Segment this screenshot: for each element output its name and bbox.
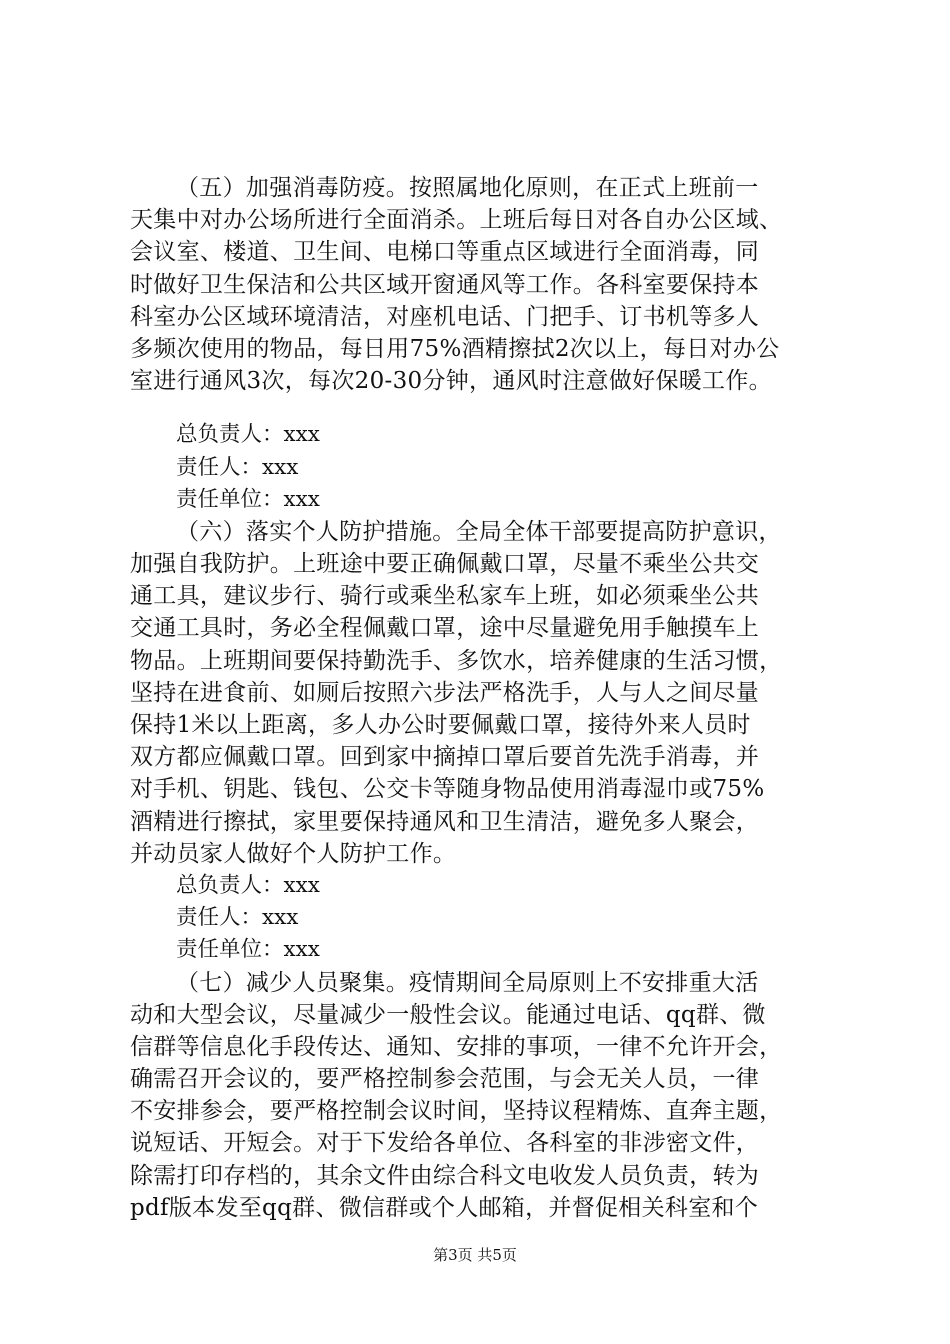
- document-body: [130, 172, 830, 1224]
- text-line: 说短话、开短会。对于下发给各单位、各科室的非涉密文件，: [130, 1130, 760, 1157]
- text-line: 天集中对办公场所进行全面消杀。上班后每日对各自办公区域、: [130, 207, 783, 234]
- text-line: 保持1米以上距离，多人办公时要佩戴口罩，接待外来人员时: [130, 712, 751, 738]
- chief-responsible: 总负责人：xxx: [176, 422, 320, 448]
- chief-responsible: 总负责人：xxx: [176, 872, 320, 898]
- section-6-responsibility: [130, 870, 830, 967]
- text-line: 多频次使用的物品，每日用75%酒精擦拭2次以上，每日对办公: [130, 335, 780, 362]
- paragraph-gap: [130, 397, 830, 419]
- text-line: 室进行通风3次，每次20-30分钟，通风时注意做好保暖工作。: [130, 368, 772, 395]
- text-line: 不安排参会，要严格控制会议时间，坚持议程精炼、直奔主题，: [130, 1098, 783, 1125]
- text-line: 时做好卫生保洁和公共区域开窗通风等工作。各科室要保持本: [130, 271, 760, 298]
- text-line: 会议室、楼道、卫生间、电梯口等重点区域进行全面消毒，同: [130, 239, 760, 266]
- text-line: （七）减少人员聚集。疫情期间全局原则上不安排重大活: [176, 969, 759, 996]
- responsible-unit: 责任单位：xxx: [176, 486, 320, 512]
- text-line: 动和大型会议，尽量减少一般性会议。能通过电话、qq群、微: [130, 1001, 766, 1028]
- section-5-paragraph: [130, 172, 830, 397]
- text-line: 通工具，建议步行、骑行或乘坐私家车上班，如必须乘坐公共: [130, 583, 760, 610]
- text-line: 坚持在进食前、如厕后按照六步法严格洗手，人与人之间尽量: [130, 679, 760, 706]
- text-line: （五）加强消毒防疫。按照属地化原则，在正式上班前一: [176, 175, 759, 201]
- text-line: 交通工具时，务必全程佩戴口罩，途中尽量避免用手触摸车上: [130, 615, 760, 642]
- text-line: 对手机、钥匙、钱包、公交卡等随身物品使用消毒湿巾或75%: [130, 776, 765, 803]
- text-line: pdf版本发至qq群、微信群或个人邮箱，并督促相关科室和个: [130, 1194, 759, 1221]
- section-5-responsibility: [130, 419, 830, 516]
- text-line: 加强自我防护。上班途中要正确佩戴口罩，尽量不乘坐公共交: [130, 551, 760, 578]
- text-line: 科室办公区域环境清洁，对座机电话、门把手、订书机等多人: [130, 303, 760, 330]
- text-line: 双方都应佩戴口罩。回到家中摘掉口罩后要首先洗手消毒，并: [130, 744, 760, 771]
- section-7-paragraph: [130, 967, 830, 1225]
- text-line: 确需召开会议的，要严格控制参会范围，与会无关人员，一律: [130, 1066, 760, 1093]
- text-line: 并动员家人做好个人防护工作。: [130, 840, 457, 867]
- text-line: （六）落实个人防护措施。全局全体干部要提高防护意识，: [176, 518, 782, 545]
- section-6-paragraph: [130, 516, 830, 870]
- text-line: 物品。上班期间要保持勤洗手、多饮水，培养健康的生活习惯，: [130, 647, 783, 674]
- responsible-person: 责任人：xxx: [176, 905, 299, 931]
- responsible-person: 责任人：xxx: [176, 454, 299, 480]
- page-number-footer: 第3页 共5页: [433, 1246, 517, 1264]
- text-line: 酒精进行擦拭，家里要保持通风和卫生清洁，避免多人聚会，: [130, 808, 760, 835]
- text-line: 信群等信息化手段传达、通知、安排的事项，一律不允许开会，: [130, 1033, 783, 1060]
- text-line: 除需打印存档的，其余文件由综合科文电收发人员负责，转为: [130, 1162, 760, 1189]
- responsible-unit: 责任单位：xxx: [176, 937, 320, 963]
